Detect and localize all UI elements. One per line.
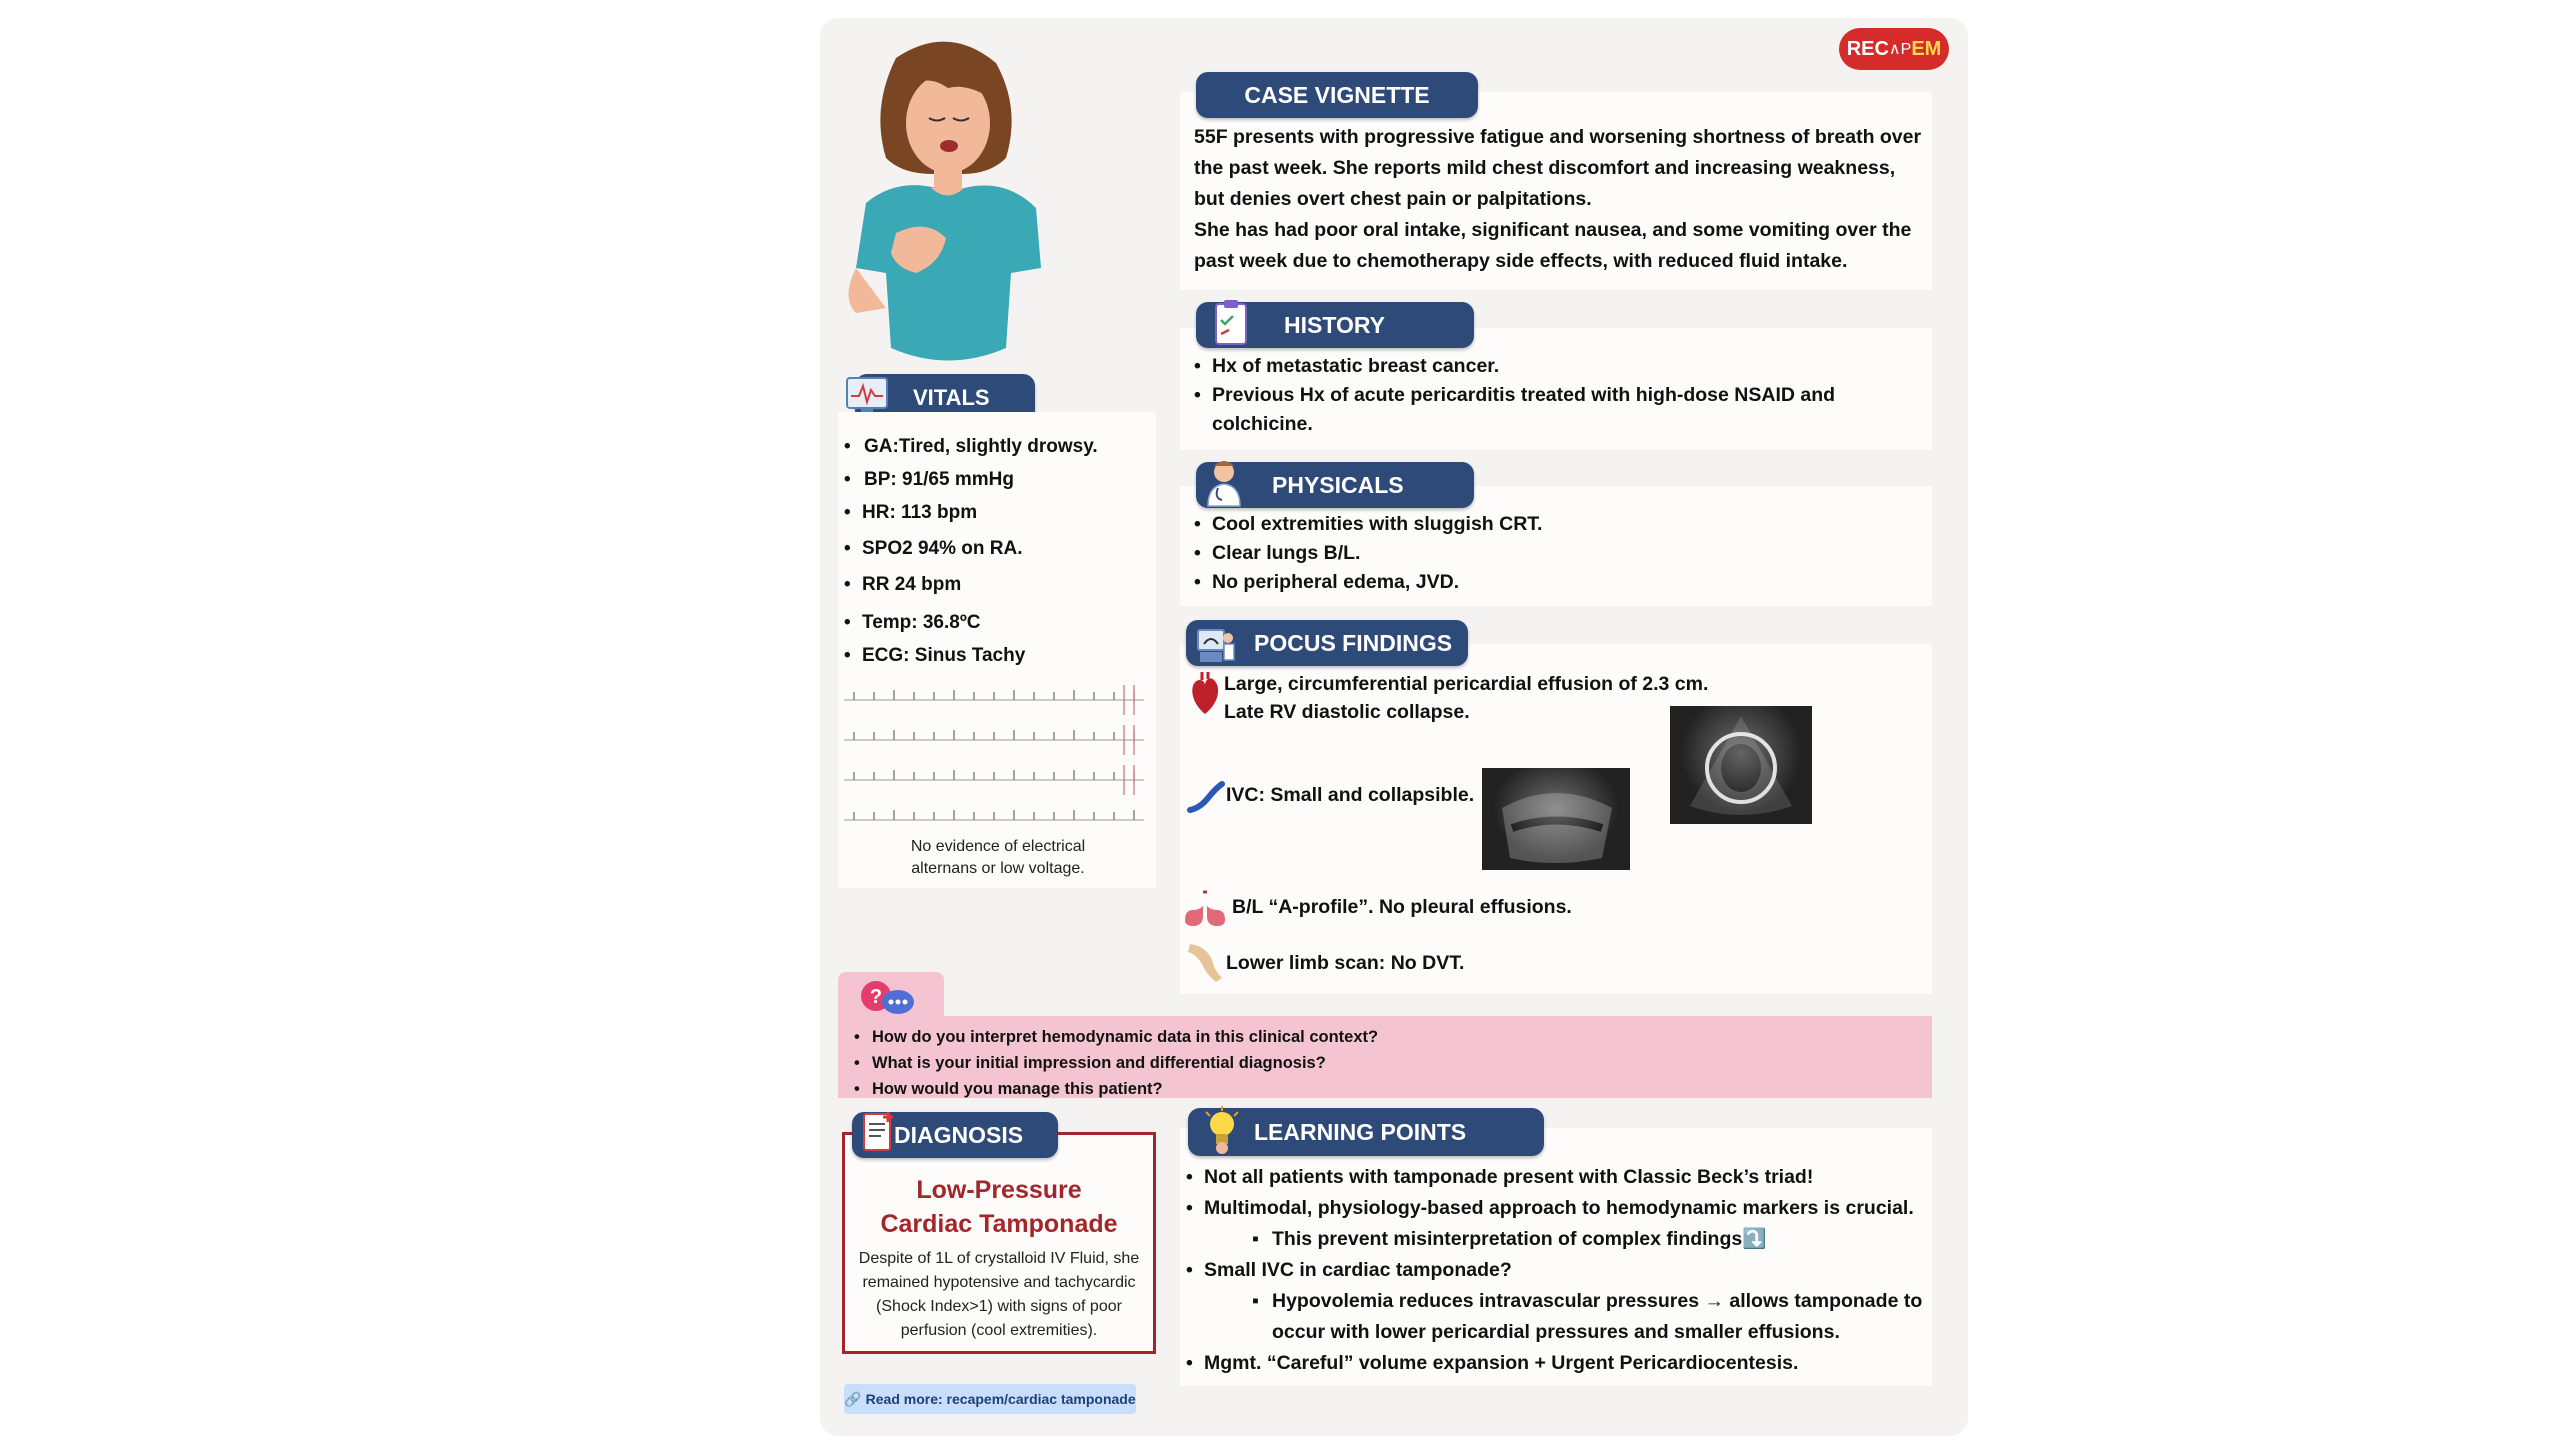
questions-panel: [838, 1016, 1932, 1098]
vital-item: • GA:Tired, slightly drowsy.: [842, 430, 1098, 463]
learning-sub-point: ▪ Hypovolemia reduces intravascular pressures → allows tamponade to occur with lower pericardial pressures and smaller effusions.: [1252, 1290, 1923, 1343]
cardiac-ultrasound-image: [1670, 706, 1812, 824]
pocus-heart-text: [1224, 670, 1708, 726]
vital-item: • BP: 91/65 mmHg: [842, 463, 1098, 496]
question-bubbles-icon: [856, 976, 926, 1020]
question-item: • What is your initial impression and differential diagnosis?: [852, 1050, 1378, 1076]
case-vignette-header: [1196, 72, 1478, 118]
pocus-ivc: IVC: Small and collapsible.: [1226, 784, 1475, 806]
ivc-icon: [1186, 780, 1226, 814]
logo-text-rec: REC: [1846, 37, 1889, 60]
vital-item: • RR 24 bpm: [842, 568, 1098, 601]
pocus-title: POCUS FINDINGS: [1254, 629, 1453, 656]
pocus-header: [1186, 620, 1468, 666]
learning-list: [1184, 1162, 1924, 1379]
physicals-header: [1196, 462, 1474, 508]
lungs-icon: [1184, 888, 1226, 926]
learning-sub-text: This prevent misinterpretation of complex findings⤵️: [1272, 1228, 1767, 1250]
questions-tab: [838, 972, 944, 1022]
case-vignette-title: CASE VIGNETTE: [1244, 81, 1430, 108]
pocus-lung: B/L “A-profile”. No pleural effusions.: [1232, 896, 1572, 918]
history-header: [1196, 302, 1474, 348]
leg-icon: [1186, 940, 1226, 984]
case-vignette-panel: [1180, 92, 1932, 290]
svg-text:?: ?: [869, 986, 883, 1008]
patient-illustration: [836, 28, 1060, 368]
logo-text-em: EM: [1911, 37, 1942, 60]
diagnosis-name: [845, 1173, 1153, 1241]
vitals-list: [842, 430, 1098, 672]
question-item: • How would you manage this patient?: [852, 1076, 1378, 1102]
pocus-rv-collapse: Late RV diastolic collapse.: [1224, 701, 1470, 723]
learning-point: • Not all patients with tamponade present with Classic Beck’s triad!: [1184, 1162, 1924, 1193]
history-list: [1192, 352, 1912, 439]
vital-item: • HR: 113 bpm: [842, 496, 1098, 529]
ivc-ultrasound-image: [1482, 768, 1630, 870]
learning-point: • Small IVC in cardiac tamponade?: [1184, 1255, 1924, 1286]
history-item: • Hx of metastatic breast cancer.: [1192, 352, 1912, 381]
medical-report-icon: [858, 1108, 902, 1160]
physicals-title: PHYSICALS: [1272, 471, 1404, 498]
vital-item: • ECG: Sinus Tachy: [842, 639, 1098, 672]
ultrasound-machine-icon: [1194, 618, 1238, 670]
learning-header: [1188, 1108, 1544, 1156]
logo-text-ap: ∧P: [1888, 41, 1912, 58]
lightbulb-icon: [1200, 1104, 1244, 1156]
diagnosis-panel: [842, 1132, 1156, 1354]
learning-sub-text: Hypovolemia reduces intravascular pressures → allows tamponade to occur with lower pericardial pressures and smaller effusions.: [1272, 1290, 1923, 1343]
heart-icon: [1188, 670, 1222, 716]
clipboard-icon: [1210, 298, 1254, 350]
physicals-item: • Clear lungs B/L.: [1192, 539, 1912, 568]
history-item: • Previous Hx of acute pericarditis treated with high-dose NSAID and colchicine.: [1192, 381, 1912, 439]
case-vignette-text: [1194, 122, 1924, 277]
ecg-caption: No evidence of electrical alternans or low voltage.: [910, 838, 1086, 877]
doctor-icon: [1202, 456, 1246, 508]
physicals-item: • No peripheral edema, JVD.: [1192, 568, 1912, 597]
question-item: • How do you interpret hemodynamic data in this clinical context?: [852, 1024, 1378, 1050]
diagnosis-name-line: Cardiac Tamponade: [880, 1210, 1118, 1238]
pocus-dvt: Lower limb scan: No DVT.: [1226, 952, 1465, 974]
read-more-link[interactable]: 🔗 Read more: recapem/cardiac tamponade: [844, 1384, 1136, 1414]
pocus-effusion: Large, circumferential pericardial effusion of 2.3 cm.: [1224, 673, 1709, 695]
diagnosis-header: [852, 1112, 1058, 1158]
recapem-logo[interactable]: [1839, 28, 1949, 70]
pocus-panel: [1180, 644, 1932, 994]
case-paragraph: 55F presents with progressive fatigue and worsening shortness of breath over the past week. She reports mild chest discomfort and increasing weakness, but denies overt chest pain or palpitations.: [1194, 126, 1922, 210]
vital-item: • SPO2 94% on RA.: [842, 532, 1098, 565]
vital-item: • Temp: 36.8ºC: [842, 606, 1098, 639]
learning-title: LEARNING POINTS: [1254, 1118, 1467, 1145]
diagnosis-description: Despite of 1L of crystalloid IV Fluid, she remained hypotensive and tachycardic (Shock Index>1) with signs of poor perfusion (cool extremities).: [858, 1250, 1140, 1339]
learning-point: • Multimodal, physiology-based approach to hemodynamic markers is crucial.: [1184, 1193, 1924, 1224]
diagnosis-name-line: Low-Pressure: [916, 1176, 1082, 1204]
ecg-strip-image: [844, 680, 1150, 830]
learning-point: • Mgmt. “Careful” volume expansion + Urgent Pericardiocentesis.: [1184, 1348, 1924, 1379]
case-paragraph: She has had poor oral intake, significant nausea, and some vomiting over the past week due to chemotherapy side effects, with reduced fluid intake.: [1194, 219, 1912, 272]
physicals-list: [1192, 510, 1912, 597]
physicals-item: • Cool extremities with sluggish CRT.: [1192, 510, 1912, 539]
vitals-title: VITALS: [913, 385, 990, 410]
diagnosis-title: DIAGNOSIS: [894, 1121, 1024, 1148]
learning-sub-point: ▪ This prevent misinterpretation of complex findings⤵️: [1252, 1228, 1767, 1250]
vitals-panel: [838, 412, 1156, 888]
questions-list: [852, 1024, 1378, 1102]
learning-panel: [1180, 1128, 1932, 1386]
history-title: HISTORY: [1284, 311, 1385, 338]
